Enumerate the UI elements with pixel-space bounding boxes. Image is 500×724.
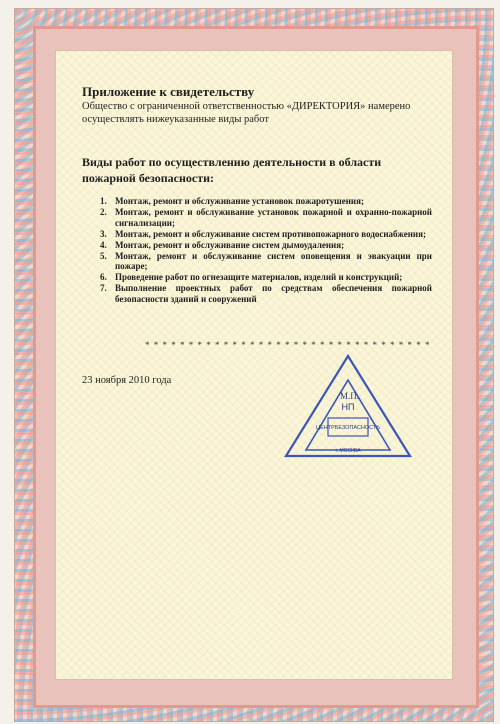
list-item (100, 207, 432, 228)
item-text: Монтаж, ремонт и обслуживание систем дымоудаления; (115, 239, 345, 250)
item-number: 2. (100, 207, 107, 217)
item-number: 4. (100, 239, 107, 250)
document-date: 23 ноября 2010 года (82, 375, 172, 386)
list-item (100, 283, 432, 304)
work-types-list (100, 196, 432, 305)
item-text: Выполнение проектных работ по средствам обеспечения пожарной безопасности зданий и сооружений (115, 283, 432, 304)
section-heading: Виды работ по осуществлению деятельности в области пожарной безопасности: (82, 155, 382, 185)
stamp-label: М.П. (340, 391, 360, 401)
item-number: 5. (100, 250, 107, 261)
stamp-line1: ЦЕНТРБЕЗОПАСНОСТЬ (316, 425, 380, 431)
list-item (100, 251, 432, 272)
intro-text: Общество с ограниченной ответственностью «ДИРЕКТОРИЯ» намерено осуществлять нижеуказанные виды работ (82, 101, 411, 125)
item-number: 1. (100, 196, 107, 206)
list-item (100, 229, 432, 240)
list-item (100, 272, 432, 283)
stamp-center: НП (341, 402, 355, 412)
item-number: 6. (100, 272, 107, 282)
item-text: Монтаж, ремонт и обслуживание установок пожарной и охранно-пожарной сигнализации; (115, 207, 432, 228)
item-text: Монтаж, ремонт и обслуживание систем противопожарного водоснабжения; (115, 228, 426, 239)
document-title: Приложение к свидетельству (82, 84, 255, 99)
item-text: Монтаж, ремонт и обслуживание систем оповещения и эвакуации при пожаре; (115, 250, 432, 271)
item-text: Монтаж, ремонт и обслуживание установок пожаротушения; (115, 196, 364, 206)
item-text: Проведение работ по огнезащите материалов, изделий и конструкций; (115, 272, 403, 282)
separator-stars: * * * * * * * * * * * * * * * * * * * * * * * * * * * * * * * * * (145, 340, 431, 350)
item-number: 7. (100, 283, 107, 293)
stamp-city: г. МОСКВА (335, 448, 361, 454)
stamp-icon (282, 354, 414, 460)
item-number: 3. (100, 228, 107, 239)
list-item (100, 240, 432, 251)
list-item (100, 196, 432, 207)
